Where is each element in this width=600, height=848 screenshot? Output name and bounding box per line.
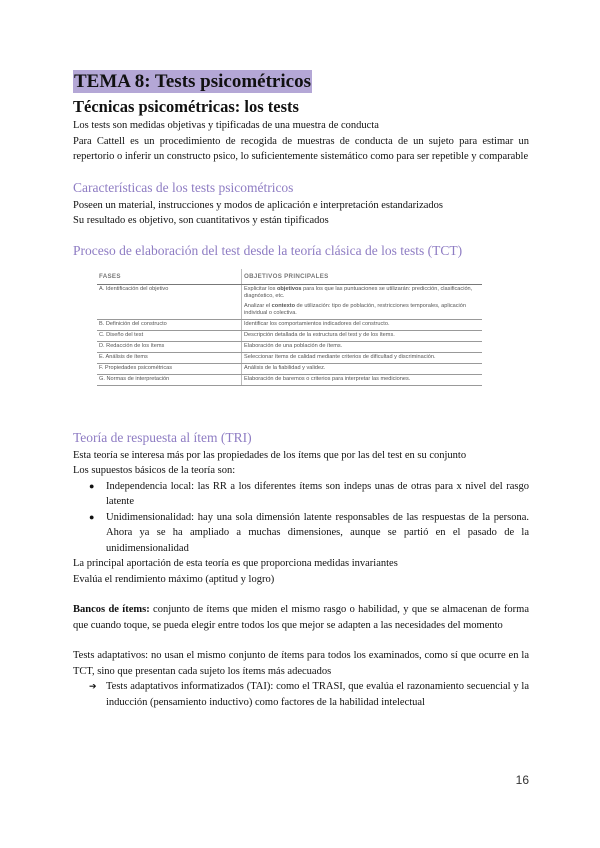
fase-cell: E. Análisis de ítems (97, 352, 242, 363)
fase-cell: B. Definición del constructo (97, 319, 242, 330)
table-header-cell: OBJETIVOS PRINCIPALES (242, 269, 483, 285)
arrow-list (73, 679, 529, 710)
section-line: Los supuestos básicos de la teoría son: (73, 465, 236, 476)
intro-line: Para Cattell es un procedimiento de recogida de muestras de conducta de un sujeto para estimar un repertorio o inferir un constructo psico, lo suficientemente sistemático como para ser repetible y comparable (73, 135, 529, 162)
list-item-text: Independencia local: las RR a los diferentes ítems son indeps unas de otras para x nivel del rasgo latente (106, 480, 529, 507)
page-title: TEMA 8: Tests psicométricos (74, 71, 311, 92)
list-item (89, 479, 529, 510)
bancos-paragraph (73, 602, 529, 633)
fase-cell: F. Propiedades psicométricas (97, 363, 242, 374)
page-number: 16 (515, 773, 529, 787)
table-row (97, 363, 482, 374)
bancos-term: Bancos de ítems: (73, 604, 150, 615)
table-row (97, 352, 482, 363)
table-row (97, 284, 482, 319)
table-wrapper (73, 261, 529, 413)
list-item (89, 510, 529, 557)
list-item-text: Tests adaptativos informatizados (TAI): como el TRASI, que evalúa el razonamiento secuencial y la inducción (pensamiento inductivo) como factores de la habilidad intelectual (106, 681, 529, 708)
fase-cell: C. Diseño del test (97, 330, 242, 341)
table-row (97, 374, 482, 385)
objetivo-cell: Elaboración de baremos o criterios para interpretar las mediciones. (242, 374, 483, 385)
section-heading: Características de los tests psicométricos (73, 179, 294, 195)
section-line: Su resultado es objetivo, son cuantitativos y están tipificados (73, 215, 329, 226)
section-line: Poseen un material, instrucciones y modos de aplicación e interpretación estandarizados (73, 199, 443, 211)
arrow-icon: ➔ (89, 681, 97, 691)
table-header-row (97, 269, 482, 285)
objetivo-cell: Descripción detallada de la estructura del test y de los ítems. (242, 330, 483, 341)
intro-line: Los tests son medidas objetivas y tipificadas de una muestra de conducta (73, 120, 379, 131)
section-line: La principal aportación de esta teoría es que proporciona medidas invariantes (73, 558, 398, 569)
section-line: Evalúa el rendimiento máximo (aptitud y logro) (73, 573, 275, 585)
objetivo-cell: Elaboración de una población de ítems. (242, 341, 483, 352)
table-row (97, 330, 482, 341)
page-content (73, 70, 529, 710)
section-heading: Proceso de elaboración del test desde la teoría clásica de los tests (TCT) (73, 242, 463, 258)
bullet-icon: ● (89, 480, 95, 491)
table-row (97, 319, 482, 330)
objetivo-cell: Análisis de la fiabilidad y validez. (242, 363, 483, 374)
fase-cell: A. Identificación del objetivo (97, 284, 242, 319)
bullet-icon: ● (89, 511, 95, 522)
section-line: Esta teoría se interesa más por las propiedades de los ítems que por las del test en su conjunto (73, 449, 467, 461)
fases-table (97, 269, 482, 386)
objetivo-cell: Identificar los comportamientos indicadores del constructo. (242, 319, 483, 330)
adaptativos-paragraph: Tests adaptativos: no usan el mismo conjunto de ítems para todos los examinados, como sí que ocurre en la TCT, sino que presentan cada sujeto los ítems más adecuados (73, 650, 529, 677)
fase-cell: G. Normas de interpretación (97, 374, 242, 385)
bancos-text: conjunto de ítems que miden el mismo rasgo o habilidad, y que se almacenan de forma que cuando toque, se pueda elegir entre todos los que mejor se adapten a las necesidades del momento (73, 604, 529, 631)
table-row (97, 341, 482, 352)
fase-cell: D. Redacción de los ítems (97, 341, 242, 352)
section-heading: Teoría de respuesta al ítem (TRI) (73, 429, 252, 445)
objetivo-cell: Seleccionar ítems de calidad mediante criterios de dificultad y discriminación. (242, 352, 483, 363)
subtitle: Técnicas psicométricas: los tests (73, 97, 299, 116)
bullet-list (73, 479, 529, 557)
objetivo-cell: Explicitar los objetivos para los que las puntuaciones se utilizarán: predicción, clasificación, diagnóstico, etc. Analizar el contexto de utilización: tipo de población, restricciones temporales, aplicación individual o colectiva. (242, 284, 483, 319)
list-item (89, 679, 529, 710)
table-header-cell: FASES (97, 269, 242, 285)
list-item-text: Unidimensionalidad: hay una sola dimensión latente responsables de las respuestas de la persona. Ahora ya se ha ampliado a muchas dimensiones, aunque se partió en el pasado de la unidimensionalidad (106, 511, 529, 554)
